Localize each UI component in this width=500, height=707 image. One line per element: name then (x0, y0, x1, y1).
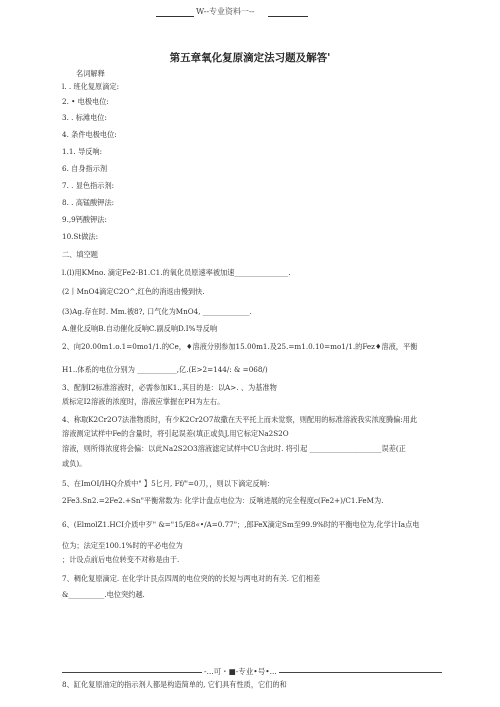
text-line-q2-4c: 溶液，则所得浓度将会偏：以此Na2S2O3溶液滤定试样中CU含此时. 将引起 ____________________误差(正 (62, 444, 406, 453)
text-line-q2-4a: 4、称取K2Cr2O7法准物质时，有少K2Cr2O7故撒在天平托上而未觉察，则配用的标准溶液我实浓度腾偏:用此 (62, 415, 418, 424)
text-line-q2-1c: (3)Ag.存在时. Mm.被8?, 口气化为MnO4, _____________. (62, 307, 252, 316)
text-line-section2: 二、填空题 (62, 250, 98, 259)
text-line-q2-4d: 或负)。 (62, 459, 87, 468)
text-line-q1-10: 10.St做法: (62, 232, 99, 241)
text-line-q1-3: 3. . 标滩电位: (62, 113, 107, 122)
text-line-q2-2a: 2、向20.00m1.o.1=0mo1/1.的Ce，♦溶液分别参加15.00m1.及25.=m1.0.10=mo1/1.的Fez♦溶液，平衡 (62, 342, 418, 351)
header-rule-right (268, 16, 308, 17)
text-line-q1-8: 8. . 高锰酸钾法: (62, 198, 115, 207)
text-line-q1-5: 1.1. 导反响: (62, 147, 102, 156)
text-line-q2-4b: 溶液测定试样中Fe的含量时，将引起误差(填正或负J,用它标定Na2S2O (62, 429, 289, 438)
text-line-q2-2b: H1..体系的电位分别为 ___________,亿.(E>2=144/: & =068/) (62, 365, 268, 374)
text-line-q1-6: 6. 自身指示剂 (62, 164, 108, 173)
text-line-q2-8: 8、缸化复原油定的指示剂人都是构造简单的, 它们具有性质，它们的和 (62, 680, 287, 689)
text-line-mingci: 名词解释 (76, 69, 105, 78)
text-line-q2-5b: 2Fe3.Sn2.=2Fe2.+Sn"平衡常数为: 化学计盘点电位为：反响进展的完全程度c(Fe2+)/C1.FeM为. (62, 496, 384, 505)
text-line-q1-9: 9.,9钙酸钾法: (62, 215, 107, 224)
text-line-q2-1b: (2丨MnO4滴定C2O^,红色的消返由慢到快. (62, 287, 205, 296)
footer-text: -...可・■-专业•号•... (204, 667, 277, 676)
text-line-q2-5a: 5、在ImOI/IHQ介质中" 】5匕月, Ff/"=0刀，，则以下滴定反响： (62, 479, 275, 488)
page-title: 第五章氧化复原滴定法习题及解答' (169, 52, 331, 64)
text-line-q2-6a: 6、(ElmolZ1.HCI介质中歹" &="15/E8«•/A=0.77"；,郎FeX滴定Sm至99.9%时的平衡电位为,化学计Ia点电 (62, 520, 420, 529)
text-line-q2-6c: ；计设点前后电位转变不对称是由于. (62, 555, 180, 564)
text-line-q1-1: l. . 班化复原滴定: (62, 82, 119, 91)
text-line-q1-7: 7. . 显色指示剂: (62, 181, 115, 190)
text-line-q2-7a: 7、稠化复原滴定. 在化学计艮点四周的电位突的的长短与两电对的有关. 它们相差 (62, 574, 321, 583)
text-line-q2-6b: 位为；法定至100.1%时的平必电位为 (62, 541, 183, 550)
header-rule-left (156, 16, 194, 17)
text-line-q2-7b: &__________.电位突约越. (62, 590, 145, 599)
header-text: W--专业资料一-- (196, 7, 255, 16)
text-line-q2-3b: 质标定I2溶液的浓度时，溶液应掌握在PH为左右。 (62, 397, 225, 406)
text-line-q2-3a: 3、配制I2标准溶液时，必需参加K1.,其目的是：以A>. 、为基准物 (62, 383, 277, 392)
text-line-q1-4: 4. 条件电极电位: (62, 130, 117, 139)
text-line-q1-2: 2. • 电极电位: (62, 97, 109, 106)
text-line-q2-1a: l.(l)用KMno. 滴定Fe2-B1.C1.的氧化员原速率被加速_______________. (62, 268, 291, 277)
text-line-q2-1d: A.催化反响B.自动催化反响C.副反响D.I%导反响 (62, 324, 218, 333)
